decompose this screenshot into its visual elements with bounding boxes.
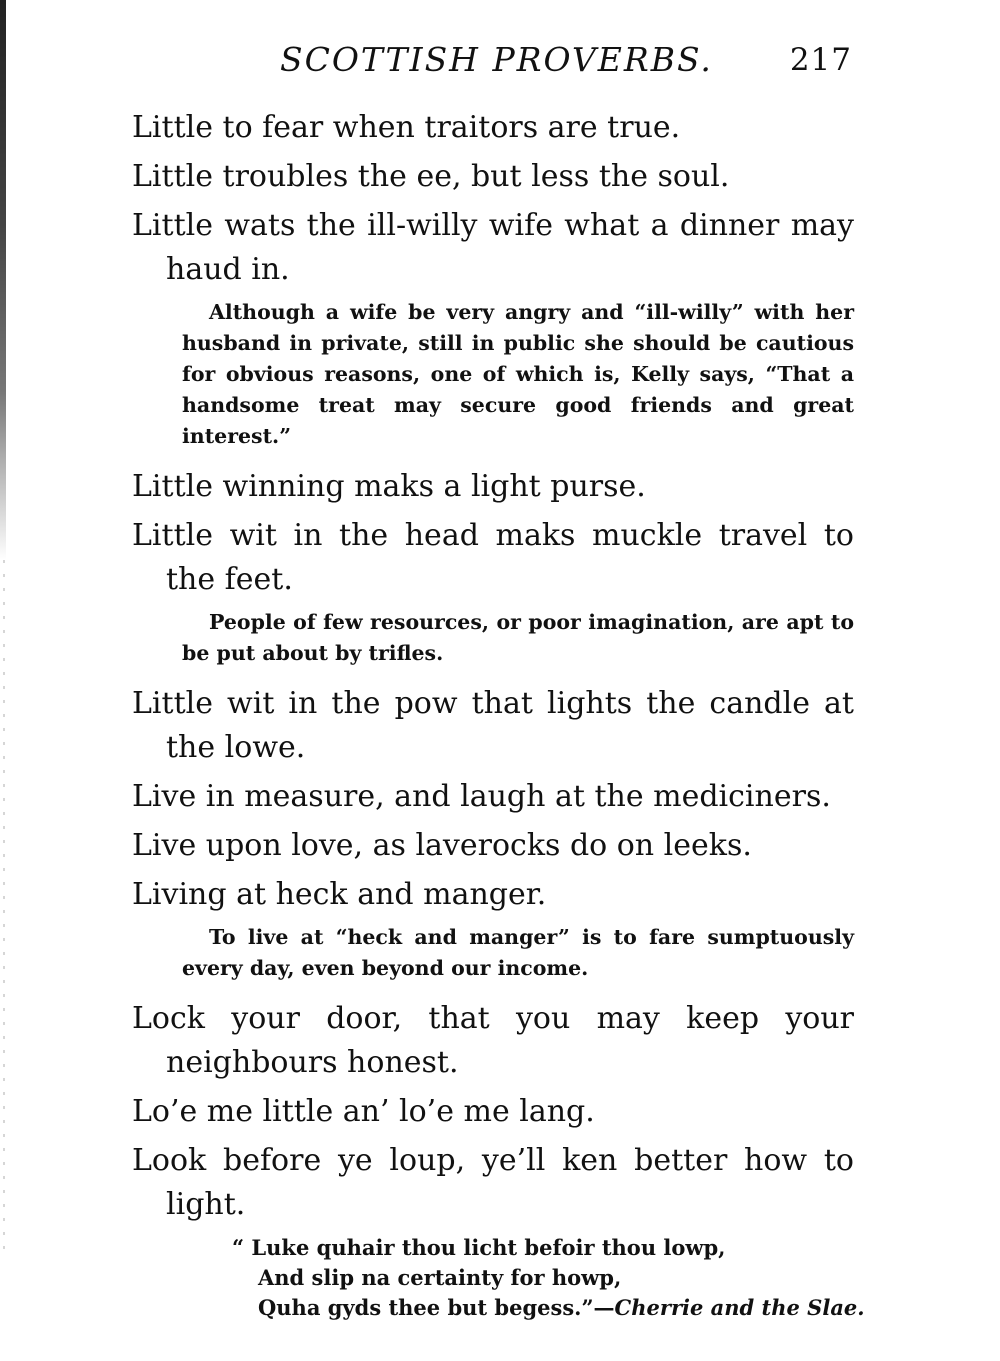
page-number: 217 <box>789 42 852 78</box>
verse-line-with-source <box>232 1293 865 1323</box>
proverb: Lock your door, that you may keep your neighbours honest. <box>132 1001 854 1080</box>
running-title: SCOTTISH PROVERBS. <box>280 40 713 79</box>
commentary-note: Although a wife be very angry and “ill-willy” with her husband in private, still in public she should be cautious for obvious reasons, one of which is, Kelly says, “That a handsome treat may secure good friends and great interest.” <box>182 300 854 448</box>
page-body <box>132 106 865 1323</box>
verse-line: Quha gyds thee but begess.”— <box>258 1295 615 1320</box>
verse-quotation <box>232 1233 865 1323</box>
proverb: Living at heck and manger. <box>132 877 547 912</box>
commentary-note: People of few resources, or poor imagination, are apt to be put about by trifles. <box>182 610 854 665</box>
page-gutter-marks <box>3 560 5 1260</box>
proverb: Lo’e me little an’ lo’e me lang. <box>132 1094 595 1129</box>
proverb: Little wats the ill-willy wife what a dinner may haud in. <box>132 208 854 287</box>
proverb: Look before ye loup, ye’ll ken better how to light. <box>132 1143 854 1222</box>
proverb: Little winning maks a light purse. <box>132 469 646 504</box>
page-header <box>0 40 1000 90</box>
commentary-note: To live at “heck and manger” is to fare sumptuously every day, even beyond our income. <box>182 925 854 980</box>
proverb: Little wit in the head maks muckle travel to the feet. <box>132 518 854 597</box>
verse-source: Cherrie and the Slae. <box>614 1295 865 1320</box>
verse-line: And slip na certainty for howp, <box>258 1265 622 1290</box>
verse-line: “ Luke quhair thou licht befoir thou lowp, <box>232 1235 726 1260</box>
proverb: Little troubles the ee, but less the soul. <box>132 159 730 194</box>
proverb: Little wit in the pow that lights the candle at the lowe. <box>132 686 854 765</box>
proverb: Live upon love, as laverocks do on leeks. <box>132 828 752 863</box>
proverb: Live in measure, and laugh at the mediciners. <box>132 779 831 814</box>
proverb: Little to fear when traitors are true. <box>132 110 681 145</box>
